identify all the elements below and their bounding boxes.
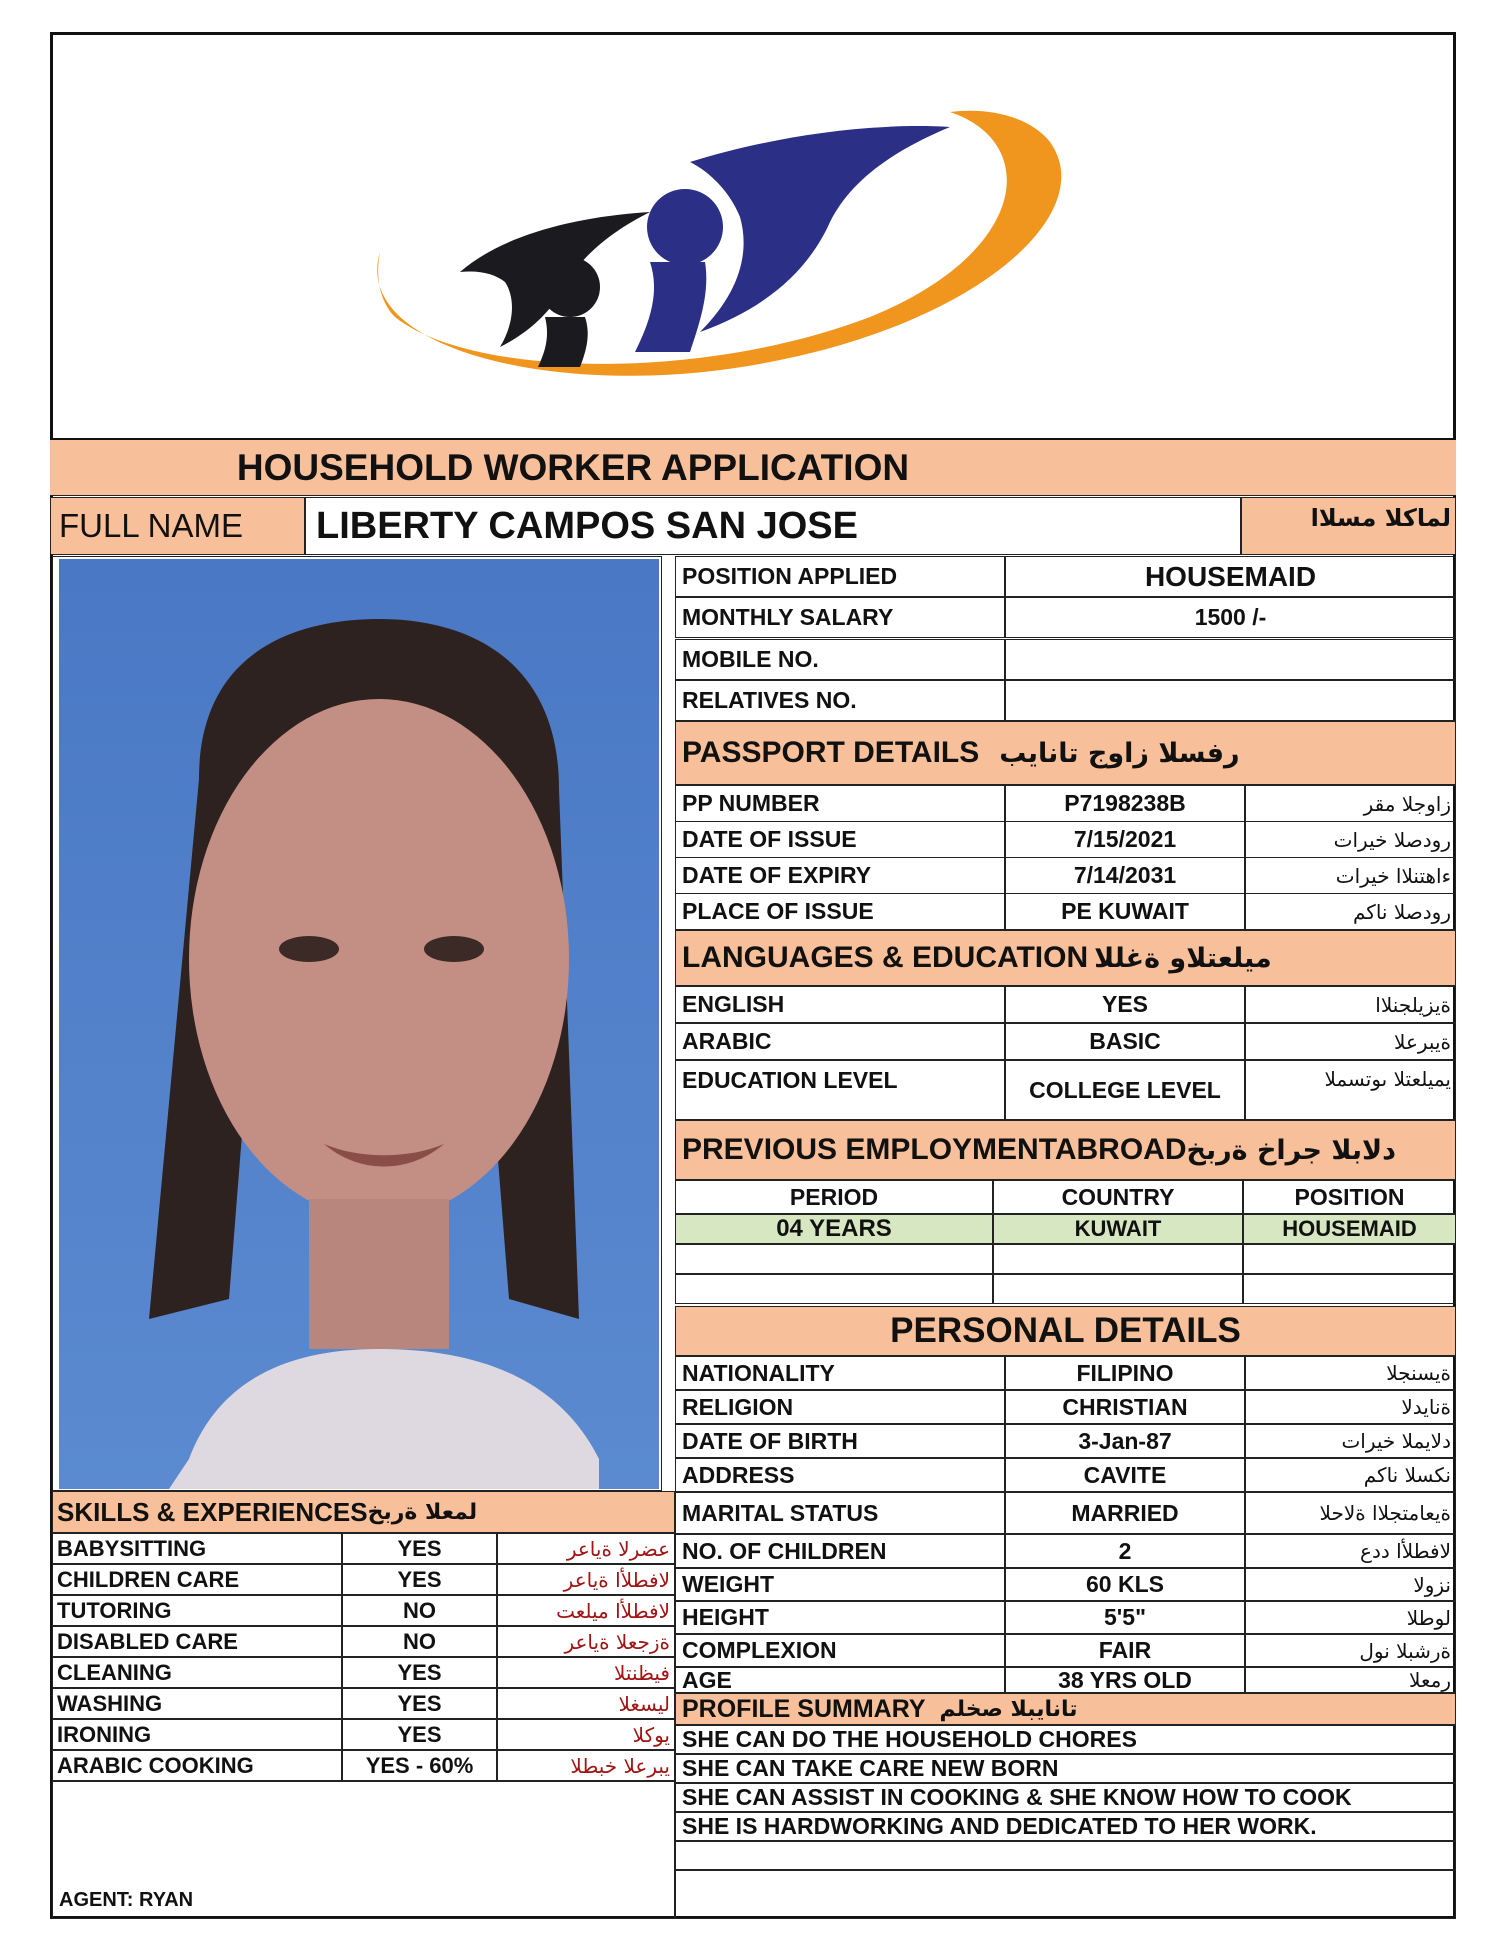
job-value xyxy=(1005,680,1456,721)
passport-value-text: 7/14/2031 xyxy=(1073,862,1177,888)
job-value-text: HOUSEMAID xyxy=(1144,560,1317,592)
language-label xyxy=(675,1060,1005,1120)
skill-label-text: TUTORING xyxy=(57,1597,172,1623)
summary-line-text: SHE CAN DO THE HOUSEHOLD CHORES xyxy=(682,1726,1137,1752)
personal-label xyxy=(675,1356,1005,1390)
personal-label-text: WEIGHT xyxy=(682,1571,774,1597)
passport-arabic xyxy=(1245,785,1456,822)
personal-arabic-text: نكسلا ناكم xyxy=(1363,1463,1451,1487)
employment-column-position-text: POSITION xyxy=(1294,1183,1405,1210)
photo-cell xyxy=(52,556,662,1491)
logo-navy-head xyxy=(647,189,723,265)
language-value xyxy=(1005,1060,1245,1120)
personal-label xyxy=(675,1568,1005,1601)
personal-arabic xyxy=(1245,1667,1456,1693)
personal-label-text: ADDRESS xyxy=(682,1461,795,1488)
personal-arabic-text: ةيسنجلا xyxy=(1386,1361,1451,1385)
passport-label-text: PLACE OF ISSUE xyxy=(682,898,874,924)
language-arabic xyxy=(1245,1023,1456,1060)
passport-heading-arabic: رفسلا زاوج تانايب xyxy=(999,737,1240,769)
skill-value-text: YES xyxy=(397,1535,442,1561)
language-value xyxy=(1005,986,1245,1023)
skill-label-text: CLEANING xyxy=(57,1659,172,1685)
personal-label xyxy=(675,1534,1005,1568)
personal-arabic xyxy=(1245,1568,1456,1601)
passport-value xyxy=(1005,785,1245,822)
personal-value-text: FILIPINO xyxy=(1076,1359,1174,1386)
skill-value xyxy=(342,1688,497,1719)
personal-heading: PERSONAL DETAILS xyxy=(890,1311,1241,1350)
language-value xyxy=(1005,1023,1245,1060)
summary-line-text: SHE CAN ASSIST IN COOKING & SHE KNOW HOW TO COOK xyxy=(682,1784,1352,1810)
personal-arabic-text: رمعلا xyxy=(1409,1668,1451,1692)
personal-value xyxy=(1005,1601,1245,1634)
personal-label xyxy=(675,1667,1005,1693)
passport-value xyxy=(1005,893,1245,930)
full-name-label-cell xyxy=(50,497,305,555)
languages-heading: LANGUAGES & EDUCATION xyxy=(682,941,1089,974)
employment-cell-position xyxy=(1243,1244,1456,1274)
skill-value-text: NO xyxy=(403,1597,436,1623)
languages-section-header xyxy=(675,930,1456,986)
personal-arabic-text: ةرشبلا نول xyxy=(1359,1638,1451,1663)
employment-cell-country-text: KUWAIT xyxy=(1074,1216,1162,1241)
skill-label xyxy=(52,1688,342,1719)
passport-arabic-text: رودصلا ناكم xyxy=(1353,899,1451,924)
summary-heading: PROFILE SUMMARY xyxy=(682,1694,926,1723)
employment-cell-period-text: 04 YEARS xyxy=(776,1215,892,1242)
skill-arabic xyxy=(497,1595,675,1626)
passport-heading: PASSPORT DETAILS xyxy=(682,736,980,769)
form-title: HOUSEHOLD WORKER APPLICATION xyxy=(236,446,910,488)
personal-arabic-text: لافطلأا ددع xyxy=(1360,1539,1451,1563)
passport-arabic-text: زاوجلا مقر xyxy=(1363,791,1451,816)
personal-arabic-text: لوطلا xyxy=(1406,1605,1451,1630)
passport-label xyxy=(675,785,1005,822)
employment-cell-position-text: HOUSEMAID xyxy=(1282,1216,1417,1241)
agent-label: AGENT: RYAN xyxy=(59,1889,194,1911)
personal-arabic xyxy=(1245,1534,1456,1568)
employment-cell-country xyxy=(993,1214,1243,1244)
personal-value-text: CHRISTIAN xyxy=(1062,1393,1188,1420)
job-label-text: RELATIVES NO. xyxy=(682,687,857,713)
personal-value xyxy=(1005,1634,1245,1667)
personal-value xyxy=(1005,1492,1245,1534)
employment-column-position xyxy=(1243,1180,1456,1214)
employment-column-country xyxy=(993,1180,1243,1214)
employment-cell-country xyxy=(993,1244,1243,1274)
passport-value-text: PE KUWAIT xyxy=(1061,898,1189,924)
personal-value-text: 60 KLS xyxy=(1086,1571,1164,1597)
job-label xyxy=(675,597,1005,638)
employment-cell-period xyxy=(675,1244,993,1274)
personal-value-text: MARRIED xyxy=(1071,1499,1179,1526)
skill-value-text: YES xyxy=(397,1690,442,1716)
job-value xyxy=(1005,597,1456,638)
passport-arabic xyxy=(1245,821,1456,858)
personal-value xyxy=(1005,1568,1245,1601)
personal-value-text: 3-Jan-87 xyxy=(1078,1427,1172,1454)
summary-line xyxy=(675,1754,1456,1783)
full-name-arabic: لماكلا مسلاا xyxy=(1310,504,1451,532)
personal-label xyxy=(675,1634,1005,1667)
personal-value xyxy=(1005,1667,1245,1693)
skill-label xyxy=(52,1533,342,1564)
personal-label xyxy=(675,1390,1005,1424)
personal-arabic-text: نزولا xyxy=(1413,1572,1451,1597)
skill-label-text: BABYSITTING xyxy=(57,1535,207,1561)
summary-line-text: SHE CAN TAKE CARE NEW BORN xyxy=(682,1755,1059,1781)
skills-heading: SKILLS & EXPERIENCES xyxy=(57,1496,368,1527)
personal-label-text: NO. OF CHILDREN xyxy=(682,1537,887,1564)
language-arabic-text: ةيبرعلا xyxy=(1394,1029,1451,1054)
personal-arabic-text: ةنايدلا xyxy=(1401,1395,1451,1419)
form-title-bar xyxy=(50,440,1456,496)
personal-value-text: 38 YRS OLD xyxy=(1058,1667,1192,1693)
personal-value xyxy=(1005,1458,1245,1492)
agency-logo xyxy=(50,32,1450,432)
personal-label-text: HEIGHT xyxy=(682,1604,769,1630)
language-arabic-text: يميلعتلا ىوتسملا xyxy=(1324,1067,1451,1091)
skill-arabic xyxy=(497,1750,675,1781)
passport-arabic-text: ءاهتنلاا خيرات xyxy=(1335,863,1451,888)
skill-arabic xyxy=(497,1533,675,1564)
personal-value-text: FAIR xyxy=(1098,1637,1152,1663)
summary-blank-footer xyxy=(675,1870,1456,1919)
personal-label xyxy=(675,1601,1005,1634)
employment-column-period xyxy=(675,1180,993,1214)
language-arabic xyxy=(1245,986,1456,1023)
skill-value-text: YES xyxy=(397,1566,442,1592)
applicant-photo xyxy=(59,559,659,1489)
language-label-text: EDUCATION LEVEL xyxy=(682,1067,898,1093)
employment-column-period-text: PERIOD xyxy=(789,1183,879,1210)
employment-cell-country xyxy=(993,1274,1243,1304)
passport-label xyxy=(675,857,1005,894)
skill-label xyxy=(52,1750,342,1781)
personal-label-text: DATE OF BIRTH xyxy=(682,1427,858,1454)
personal-value xyxy=(1005,1390,1245,1424)
summary-line-text: SHE IS HARDWORKING AND DEDICATED TO HER WORK. xyxy=(682,1813,1317,1839)
language-arabic-text: ةيزيلجنلاا xyxy=(1375,992,1451,1017)
personal-arabic-text: ةيعامتجلاا ةلاحلا xyxy=(1319,1501,1451,1525)
skill-value xyxy=(342,1595,497,1626)
summary-section-header xyxy=(675,1693,1456,1725)
skill-value-text: NO xyxy=(403,1628,436,1654)
language-value-text: YES xyxy=(1101,991,1149,1017)
skills-section-header xyxy=(52,1491,675,1533)
passport-label-text: DATE OF ISSUE xyxy=(682,826,857,852)
language-label xyxy=(675,1023,1005,1060)
skill-label-text: CHILDREN CARE xyxy=(57,1566,240,1592)
languages-heading-arabic: ميلعتلاو ةغللا xyxy=(1094,942,1272,974)
summary-heading-arabic: تانايبلا صخلم xyxy=(939,1696,1078,1722)
agent-cell xyxy=(52,1781,675,1919)
personal-value xyxy=(1005,1424,1245,1458)
full-name-label: FULL NAME xyxy=(59,507,243,544)
passport-value xyxy=(1005,821,1245,858)
job-label xyxy=(675,639,1005,680)
summary-line xyxy=(675,1812,1456,1841)
employment-column-country-text: COUNTRY xyxy=(1061,1183,1175,1210)
skill-arabic-text: ليسغلا xyxy=(618,1691,670,1716)
job-label-text: MONTHLY SALARY xyxy=(682,604,894,630)
skill-value xyxy=(342,1533,497,1564)
language-value-text: COLLEGE LEVEL xyxy=(1029,1076,1221,1103)
skill-arabic xyxy=(497,1688,675,1719)
full-name-value: LIBERTY CAMPOS SAN JOSE xyxy=(316,504,858,547)
passport-value xyxy=(1005,857,1245,894)
skill-value xyxy=(342,1626,497,1657)
skill-arabic xyxy=(497,1564,675,1595)
passport-arabic-text: رودصلا خيرات xyxy=(1333,827,1451,852)
personal-arabic xyxy=(1245,1492,1456,1534)
passport-section-header xyxy=(675,721,1456,785)
personal-value-text: CAVITE xyxy=(1083,1461,1167,1488)
skill-value xyxy=(342,1657,497,1688)
passport-arabic xyxy=(1245,857,1456,894)
summary-line xyxy=(675,1725,1456,1754)
skill-arabic-text: لافطلأا ةياعر xyxy=(563,1567,670,1592)
personal-section-header xyxy=(675,1306,1456,1356)
passport-label-text: PP NUMBER xyxy=(682,790,820,816)
skill-arabic xyxy=(497,1626,675,1657)
logo-black-body xyxy=(538,317,588,367)
personal-arabic xyxy=(1245,1390,1456,1424)
skill-arabic xyxy=(497,1719,675,1750)
full-name-arabic-cell xyxy=(1241,497,1456,555)
language-label-text: ARABIC xyxy=(682,1028,772,1054)
summary-line xyxy=(675,1783,1456,1812)
passport-label xyxy=(675,821,1005,858)
skill-label-text: WASHING xyxy=(57,1690,163,1716)
logo-area xyxy=(50,32,1456,440)
language-arabic xyxy=(1245,1060,1456,1120)
personal-label-text: AGE xyxy=(682,1667,732,1693)
employment-heading: PREVIOUS EMPLOYMENTABROAD xyxy=(682,1133,1187,1166)
passport-label xyxy=(675,893,1005,930)
employment-heading-arabic: دلابلا جراخ ةربخ xyxy=(1186,1134,1396,1166)
employment-cell-position xyxy=(1243,1214,1456,1244)
passport-arabic xyxy=(1245,893,1456,930)
skill-label-text: DISABLED CARE xyxy=(57,1628,238,1654)
personal-value xyxy=(1005,1534,1245,1568)
summary-line xyxy=(675,1841,1456,1870)
skill-arabic-text: فيظنتلا xyxy=(613,1660,670,1685)
personal-label xyxy=(675,1424,1005,1458)
employment-section-header xyxy=(675,1120,1456,1180)
personal-label xyxy=(675,1492,1005,1534)
passport-value-text: 7/15/2021 xyxy=(1073,826,1177,852)
skill-arabic-text: ةزجعلا ةياعر xyxy=(564,1629,670,1654)
employment-cell-period xyxy=(675,1274,993,1304)
skill-label xyxy=(52,1595,342,1626)
personal-arabic xyxy=(1245,1634,1456,1667)
personal-value-text: 5'5" xyxy=(1104,1604,1146,1630)
language-label-text: ENGLISH xyxy=(682,991,785,1017)
personal-arabic xyxy=(1245,1424,1456,1458)
personal-label-text: NATIONALITY xyxy=(682,1359,835,1386)
personal-arabic xyxy=(1245,1458,1456,1492)
personal-value-text: 2 xyxy=(1118,1537,1132,1564)
skill-value-text: YES xyxy=(397,1659,442,1685)
skill-label xyxy=(52,1626,342,1657)
passport-value-text: P7198238B xyxy=(1064,790,1186,816)
logo-black-head xyxy=(540,257,600,317)
personal-label-text: MARITAL STATUS xyxy=(682,1499,879,1526)
job-label xyxy=(675,680,1005,721)
personal-label xyxy=(675,1458,1005,1492)
job-label xyxy=(675,556,1005,597)
personal-value xyxy=(1005,1356,1245,1390)
employment-cell-position xyxy=(1243,1274,1456,1304)
personal-label-text: COMPLEXION xyxy=(682,1637,837,1663)
skill-value-text: YES - 60% xyxy=(365,1752,474,1778)
skill-value-text: YES xyxy=(397,1721,442,1747)
job-label-text: POSITION APPLIED xyxy=(682,563,898,589)
job-value xyxy=(1005,639,1456,680)
skills-heading-arabic: لمعلا ةربخ xyxy=(367,1499,478,1525)
passport-label-text: DATE OF EXPIRY xyxy=(682,862,872,888)
job-label-text: MOBILE NO. xyxy=(682,646,819,672)
skill-label-text: IRONING xyxy=(57,1721,152,1747)
full-name-value-cell xyxy=(305,497,1241,555)
personal-arabic-text: دلايملا خيرات xyxy=(1341,1429,1451,1453)
personal-arabic xyxy=(1245,1356,1456,1390)
language-label xyxy=(675,986,1005,1023)
employment-cell-period xyxy=(675,1214,993,1244)
skill-arabic-text: لافطلأا ميلعت xyxy=(556,1598,670,1623)
skill-value xyxy=(342,1719,497,1750)
skill-label-text: ARABIC COOKING xyxy=(57,1752,254,1778)
job-value-text: 1500 /- xyxy=(1194,604,1267,630)
personal-label-text: RELIGION xyxy=(682,1393,794,1420)
skill-label xyxy=(52,1564,342,1595)
skill-label xyxy=(52,1657,342,1688)
job-value xyxy=(1005,556,1456,597)
skill-value xyxy=(342,1750,497,1781)
skill-value xyxy=(342,1564,497,1595)
skill-arabic xyxy=(497,1657,675,1688)
skill-arabic-text: يبرعلا خبطلا xyxy=(570,1753,670,1778)
skill-arabic-text: عضرلا ةياعر xyxy=(566,1536,670,1561)
personal-arabic xyxy=(1245,1601,1456,1634)
skill-label xyxy=(52,1719,342,1750)
skill-arabic-text: يوكلا xyxy=(632,1722,670,1747)
logo-navy-body xyxy=(635,262,706,352)
language-value-text: BASIC xyxy=(1089,1028,1161,1054)
